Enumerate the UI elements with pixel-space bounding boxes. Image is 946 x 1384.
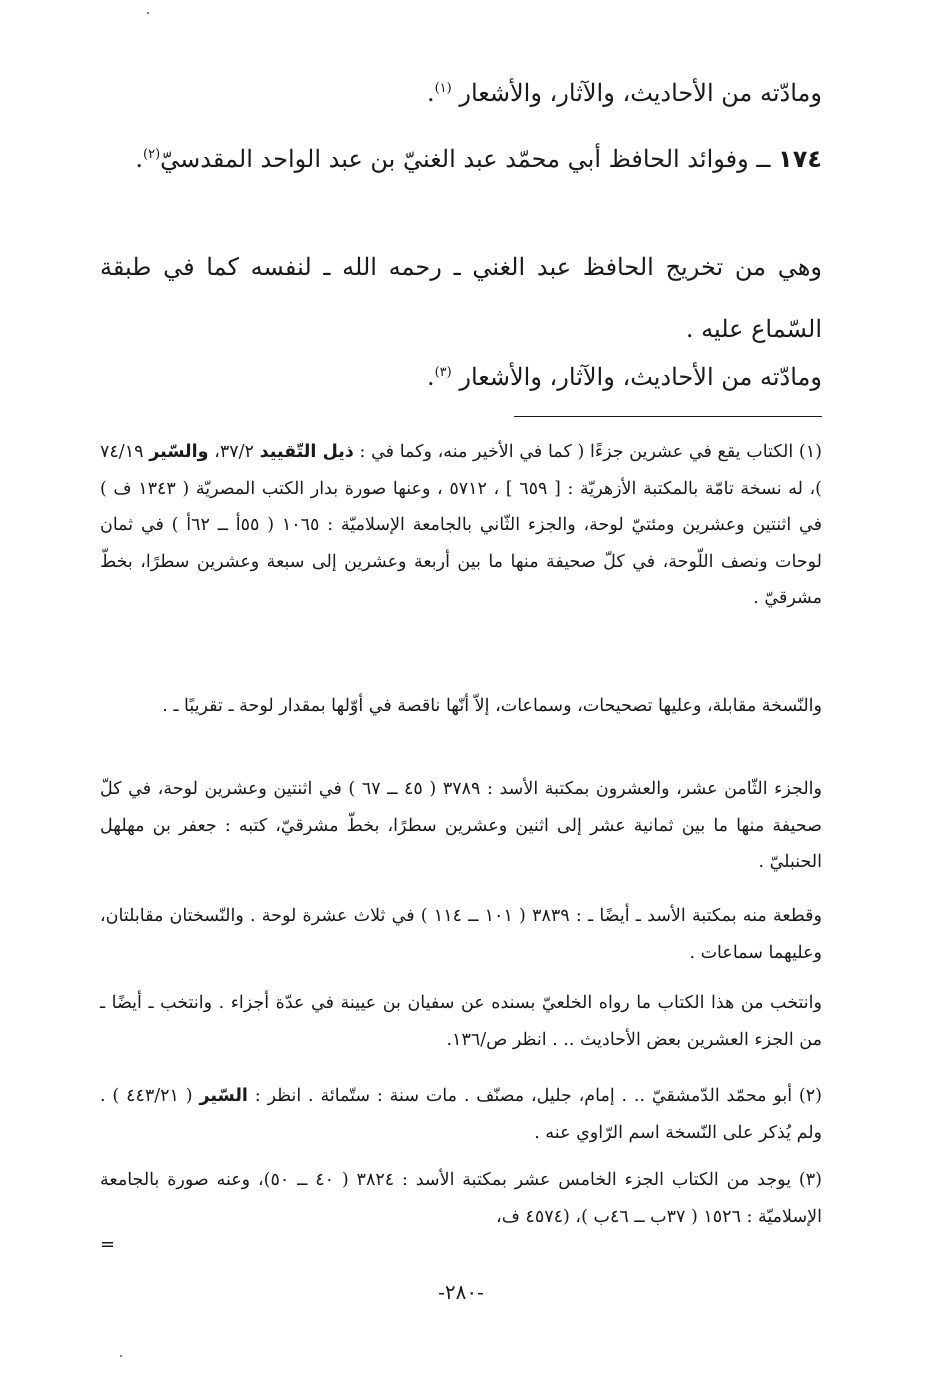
footnote-2-text-a: (٢) أبو محمّد الدّمشقيّ .. . إمام، جليل، مصنّف . مات سنة : ستّمائة . انظر : — [254, 1086, 822, 1106]
footnote-divider — [514, 416, 822, 417]
footnote-1-para-2 — [100, 688, 822, 725]
main-text-1: ومادّته من الأحاديث، والآثار، والأشعار — [459, 79, 822, 107]
footnote-1-para-5 — [100, 985, 822, 1058]
book-title-siyar: والسّير — [149, 442, 209, 462]
footnote-1-text-c: ٣٧/٢، — [214, 442, 254, 462]
footnote-1-text-a: (١) الكتاب يقع في عشرين جزءًا ( كما في الأخير منه، وكما في : — [359, 442, 822, 462]
scan-speck — [120, 1355, 122, 1357]
footnote-1-para-3-text: والجزء الثّامن عشر، والعشرون بمكتبة الأسد : ٣٧٨٩ ( ٤٥ ــ ٦٧ ) في اثنتين وعشرين لوحة، في كلّ صحيفة منها ما بين ثمانية عشر إلى اثنين وعشرين سطرًا، بخطّ مشرقيّ، كتبه : جعفر بن مهلهل الحنبليّ . — [100, 779, 822, 872]
main-text-4: ومادّته من الأحاديث، والآثار، والأشعار — [459, 363, 822, 391]
footnote-ref-1: (١) — [434, 81, 452, 96]
footnote-1-para-5-text: وانتخب من هذا الكتاب ما رواه الخلعيّ بسنده عن سفيان بن عيينة في عدّة أجزاء . وانتخب ـ أيضًا ـ من الجزء العشرين بعض الأحاديث .. . انظر ص/١٣٦. — [100, 993, 822, 1050]
footnote-ref-2: (٢) — [143, 147, 161, 162]
footnote-1-para-2-text: والنّسخة مقابلة، وعليها تصحيحات، وسماعات، إلاّ أنّها ناقصة في أوّلها بمقدار لوحة ـ تقريبًا ـ . — [162, 696, 822, 716]
footnote-1-para-4 — [100, 898, 822, 971]
main-paragraph-entry-174: ١٧٤ ــ وفوائد الحافظ أبي محمّد عبد الغنيّ بن عبد الواحد المقدسيّ$^{(٢)}$. — [135, 145, 822, 173]
main-paragraph-1: ومادّته من الأحاديث، والآثار، والأشعار $^{(١)}$. — [426, 79, 822, 107]
main-paragraph-3 — [100, 236, 822, 360]
book-title-siyar-2: السّير — [199, 1086, 248, 1106]
main-text-3: وهي من تخريج الحافظ عبد الغني ـ رحمه الله ـ لنفسه كما في طبقة السّماع عليه . — [100, 253, 822, 343]
entry-number: ١٧٤ — [778, 145, 822, 173]
footnote-2-text-c: ( ٤٤٣/٢١ ) . ولم يُذكر على النّسخة اسم الرّاوي عنه . — [100, 1086, 822, 1143]
page-number: -٢٨٠- — [438, 1280, 484, 1304]
footnote-ref-3: (٣) — [434, 365, 452, 380]
footnote-1-text-e: ٧٤/١٩ )، له نسخة تامّة بالمكتبة الأزهريّة : [ ٦٥٩ ] ، ٥٧١٢ ، وعنها صورة بدار الكتب المصريّة ( ١٣٤٣ ف ) في اثنتين وعشرين ومئتيّ لوحة، والجزء الثّاني بالجامعة الإسلاميّة : ١٠٦٥ ( ٥٥أ ــ ٦٢أ ) في ثمان لوحات ونصف اللّوحة، في كلّ صحيفة منها ما بين أربعة وعشرين إلى سبعة وعشرين سطرًا، بخطّ مشرقيّ . — [100, 442, 822, 608]
book-title-dhayl: ذيل التّقييد — [259, 442, 354, 462]
book-page — [100, 0, 822, 1384]
entry-title: ــ وفوائد الحافظ أبي محمّد عبد الغنيّ بن عبد الواحد المقدسيّ — [160, 145, 771, 173]
footnote-2 — [100, 1078, 822, 1151]
footnote-1-para-4-text: وقطعة منه بمكتبة الأسد ـ أيضًا ـ : ٣٨٣٩ ( ١٠١ ــ ١١٤ ) في ثلاث عشرة لوحة . والنّسختان مقابلتان، وعليهما سماعات . — [100, 906, 822, 963]
main-paragraph-4: ومادّته من الأحاديث، والآثار، والأشعار $^{(٣)}$. — [426, 363, 822, 391]
continuation-mark: = — [100, 1234, 116, 1255]
footnote-3 — [100, 1162, 822, 1235]
footnote-1-para-3 — [100, 771, 822, 881]
scan-speck — [147, 12, 149, 14]
footnote-3-text: (٣) يوجد من الكتاب الجزء الخامس عشر بمكتبة الأسد : ٣٨٢٤ ( ٤٠ ــ ٥٠)، وعنه صورة بالجامعة الإسلاميّة : ١٥٢٦ ( ٣٧ب ــ ٤٦ب )، (٤٥٧٤ ف، — [100, 1170, 822, 1227]
footnote-1 — [100, 434, 822, 617]
